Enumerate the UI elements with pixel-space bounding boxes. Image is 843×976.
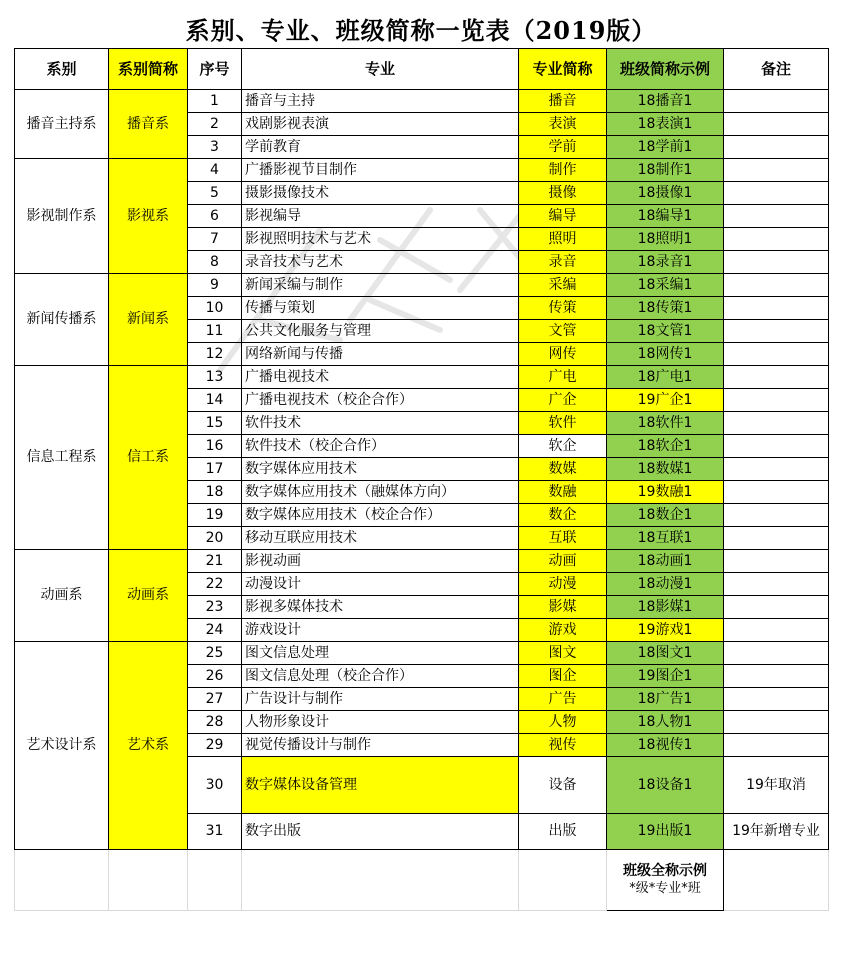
major-cell: 数字媒体应用技术（校企合作） [242,504,519,527]
dept-cell: 新闻传播系 [15,274,109,366]
note-cell [724,550,829,573]
empty-cell [109,850,188,911]
major-cell: 人物形象设计 [242,711,519,734]
class-example-cell: 18人物1 [607,711,724,734]
class-example-cell: 18照明1 [607,228,724,251]
major-abbr-cell: 数融 [519,481,607,504]
header-dept-abbr: 系别简称 [109,49,188,90]
note-cell [724,527,829,550]
note-cell [724,205,829,228]
major-abbr-cell: 图文 [519,642,607,665]
no-cell: 29 [188,734,242,757]
dept-cell: 动画系 [15,550,109,642]
class-example-cell: 18传策1 [607,297,724,320]
empty-cell [15,850,109,911]
dept-cell: 信息工程系 [15,366,109,550]
major-cell: 数字媒体应用技术（融媒体方向） [242,481,519,504]
major-cell: 广播影视节目制作 [242,159,519,182]
dept-abbr-cell: 影视系 [109,159,188,274]
note-cell [724,619,829,642]
note-cell [724,711,829,734]
no-cell: 5 [188,182,242,205]
no-cell: 24 [188,619,242,642]
no-cell: 21 [188,550,242,573]
class-example-cell: 18数企1 [607,504,724,527]
note-cell [724,481,829,504]
major-abbr-cell: 编导 [519,205,607,228]
note-cell [724,573,829,596]
class-example-cell: 18软件1 [607,412,724,435]
no-cell: 11 [188,320,242,343]
class-example-cell: 18制作1 [607,159,724,182]
header-no: 序号 [188,49,242,90]
no-cell: 18 [188,481,242,504]
major-abbr-cell: 数企 [519,504,607,527]
no-cell: 30 [188,757,242,814]
major-cell: 广告设计与制作 [242,688,519,711]
no-cell: 28 [188,711,242,734]
class-example-cell: 18图文1 [607,642,724,665]
class-example-cell: 19数融1 [607,481,724,504]
class-example-cell: 18广电1 [607,366,724,389]
dept-abbr-cell: 动画系 [109,550,188,642]
major-cell: 影视编导 [242,205,519,228]
dept-cell: 播音主持系 [15,90,109,159]
note-cell [724,412,829,435]
note-cell [724,182,829,205]
class-example-cell: 19广企1 [607,389,724,412]
no-cell: 3 [188,136,242,159]
class-example-cell: 18网传1 [607,343,724,366]
note-cell [724,274,829,297]
note-cell [724,366,829,389]
class-example-cell: 18录音1 [607,251,724,274]
note-cell [724,136,829,159]
header-dept: 系别 [15,49,109,90]
no-cell: 8 [188,251,242,274]
header-major-abbr: 专业简称 [519,49,607,90]
note-cell [724,665,829,688]
empty-cell [724,850,829,911]
major-abbr-cell: 出版 [519,814,607,850]
no-cell: 26 [188,665,242,688]
note-cell [724,458,829,481]
no-cell: 20 [188,527,242,550]
dept-abbr-cell: 艺术系 [109,642,188,850]
class-example-cell: 18互联1 [607,527,724,550]
table-row [15,274,829,297]
major-cell: 数字媒体应用技术 [242,458,519,481]
header-class-example: 班级简称示例 [607,49,724,90]
note-cell [724,297,829,320]
major-cell: 视觉传播设计与制作 [242,734,519,757]
footer-row [15,850,829,911]
major-abbr-cell: 动画 [519,550,607,573]
no-cell: 10 [188,297,242,320]
major-abbr-cell: 广电 [519,366,607,389]
table-row [15,366,829,389]
class-example-cell: 18动画1 [607,550,724,573]
class-example-cell: 18软企1 [607,435,724,458]
major-abbr-cell: 制作 [519,159,607,182]
dept-abbr-cell: 信工系 [109,366,188,550]
major-abbr-cell: 动漫 [519,573,607,596]
note-cell [724,504,829,527]
class-example-cell: 18动漫1 [607,573,724,596]
class-example-cell: 18编导1 [607,205,724,228]
no-cell: 31 [188,814,242,850]
note-cell [724,228,829,251]
class-example-cell: 19图企1 [607,665,724,688]
class-example-cell: 18采编1 [607,274,724,297]
no-cell: 25 [188,642,242,665]
table-row [15,550,829,573]
empty-cell [188,850,242,911]
major-cell: 移动互联应用技术 [242,527,519,550]
note-cell [724,90,829,113]
note-cell [724,320,829,343]
major-cell: 广播电视技术（校企合作） [242,389,519,412]
no-cell: 19 [188,504,242,527]
major-abbr-cell: 软件 [519,412,607,435]
major-abbr-cell: 摄像 [519,182,607,205]
class-example-cell: 18设备1 [607,757,724,814]
major-abbr-cell: 影媒 [519,596,607,619]
major-abbr-cell: 数媒 [519,458,607,481]
no-cell: 22 [188,573,242,596]
major-cell: 软件技术 [242,412,519,435]
major-abbr-cell: 传策 [519,297,607,320]
major-abbr-cell: 广企 [519,389,607,412]
class-example-cell: 19游戏1 [607,619,724,642]
major-cell: 图文信息处理 [242,642,519,665]
major-cell: 影视多媒体技术 [242,596,519,619]
dept-abbr-cell: 播音系 [109,90,188,159]
no-cell: 2 [188,113,242,136]
example-pattern: *级*专业*班 [629,881,701,896]
major-abbr-cell: 照明 [519,228,607,251]
example-title: 班级全称示例 [623,863,707,879]
no-cell: 14 [188,389,242,412]
note-cell [724,389,829,412]
no-cell: 6 [188,205,242,228]
note-cell [724,251,829,274]
note-cell [724,159,829,182]
major-abbr-cell: 学前 [519,136,607,159]
major-cell: 网络新闻与传播 [242,343,519,366]
major-abbr-cell: 游戏 [519,619,607,642]
class-example-cell: 18广告1 [607,688,724,711]
note-cell [724,688,829,711]
header-row [15,49,829,90]
class-example-cell: 18影媒1 [607,596,724,619]
no-cell: 12 [188,343,242,366]
class-example-cell: 18数媒1 [607,458,724,481]
class-example-cell: 19出版1 [607,814,724,850]
no-cell: 13 [188,366,242,389]
table-row [15,642,829,665]
major-abbr-cell: 视传 [519,734,607,757]
major-cell: 影视照明技术与艺术 [242,228,519,251]
major-cell: 软件技术（校企合作） [242,435,519,458]
major-cell: 影视动画 [242,550,519,573]
no-cell: 9 [188,274,242,297]
major-cell: 数字媒体设备管理 [242,757,519,814]
note-cell [724,113,829,136]
major-cell: 广播电视技术 [242,366,519,389]
major-abbr-cell: 文管 [519,320,607,343]
major-abbr-cell: 软企 [519,435,607,458]
dept-abbr-cell: 新闻系 [109,274,188,366]
no-cell: 4 [188,159,242,182]
major-abbr-cell: 采编 [519,274,607,297]
major-abbr-cell: 设备 [519,757,607,814]
note-cell: 19年取消 [724,757,829,814]
major-abbr-cell: 广告 [519,688,607,711]
major-cell: 摄影摄像技术 [242,182,519,205]
no-cell: 15 [188,412,242,435]
major-abbr-cell: 录音 [519,251,607,274]
major-cell: 数字出版 [242,814,519,850]
no-cell: 23 [188,596,242,619]
header-major: 专业 [242,49,519,90]
table-row [15,159,829,182]
major-abbr-cell: 播音 [519,90,607,113]
note-cell [724,596,829,619]
major-abbr-cell: 人物 [519,711,607,734]
class-fullname-example [607,850,724,911]
major-abbr-cell: 表演 [519,113,607,136]
note-cell [724,734,829,757]
major-cell: 图文信息处理（校企合作） [242,665,519,688]
major-cell: 传播与策划 [242,297,519,320]
no-cell: 17 [188,458,242,481]
major-cell: 播音与主持 [242,90,519,113]
major-cell: 公共文化服务与管理 [242,320,519,343]
major-cell: 戏剧影视表演 [242,113,519,136]
note-cell: 19年新增专业 [724,814,829,850]
note-cell [724,435,829,458]
major-cell: 动漫设计 [242,573,519,596]
class-example-cell: 18摄像1 [607,182,724,205]
major-cell: 新闻采编与制作 [242,274,519,297]
table-row [15,90,829,113]
class-example-cell: 18播音1 [607,90,724,113]
major-cell: 游戏设计 [242,619,519,642]
class-example-cell: 18视传1 [607,734,724,757]
page-title: 系别、专业、班级简称一览表（2019版） [185,16,657,45]
specialty-table [14,48,829,911]
major-abbr-cell: 互联 [519,527,607,550]
no-cell: 27 [188,688,242,711]
note-cell [724,642,829,665]
header-note: 备注 [724,49,829,90]
note-cell [724,343,829,366]
no-cell: 16 [188,435,242,458]
class-example-cell: 18文管1 [607,320,724,343]
major-cell: 录音技术与艺术 [242,251,519,274]
dept-cell: 影视制作系 [15,159,109,274]
major-abbr-cell: 网传 [519,343,607,366]
major-abbr-cell: 图企 [519,665,607,688]
empty-cell [519,850,607,911]
no-cell: 7 [188,228,242,251]
no-cell: 1 [188,90,242,113]
empty-cell [242,850,519,911]
major-cell: 学前教育 [242,136,519,159]
class-example-cell: 18表演1 [607,113,724,136]
class-example-cell: 18学前1 [607,136,724,159]
dept-cell: 艺术设计系 [15,642,109,850]
